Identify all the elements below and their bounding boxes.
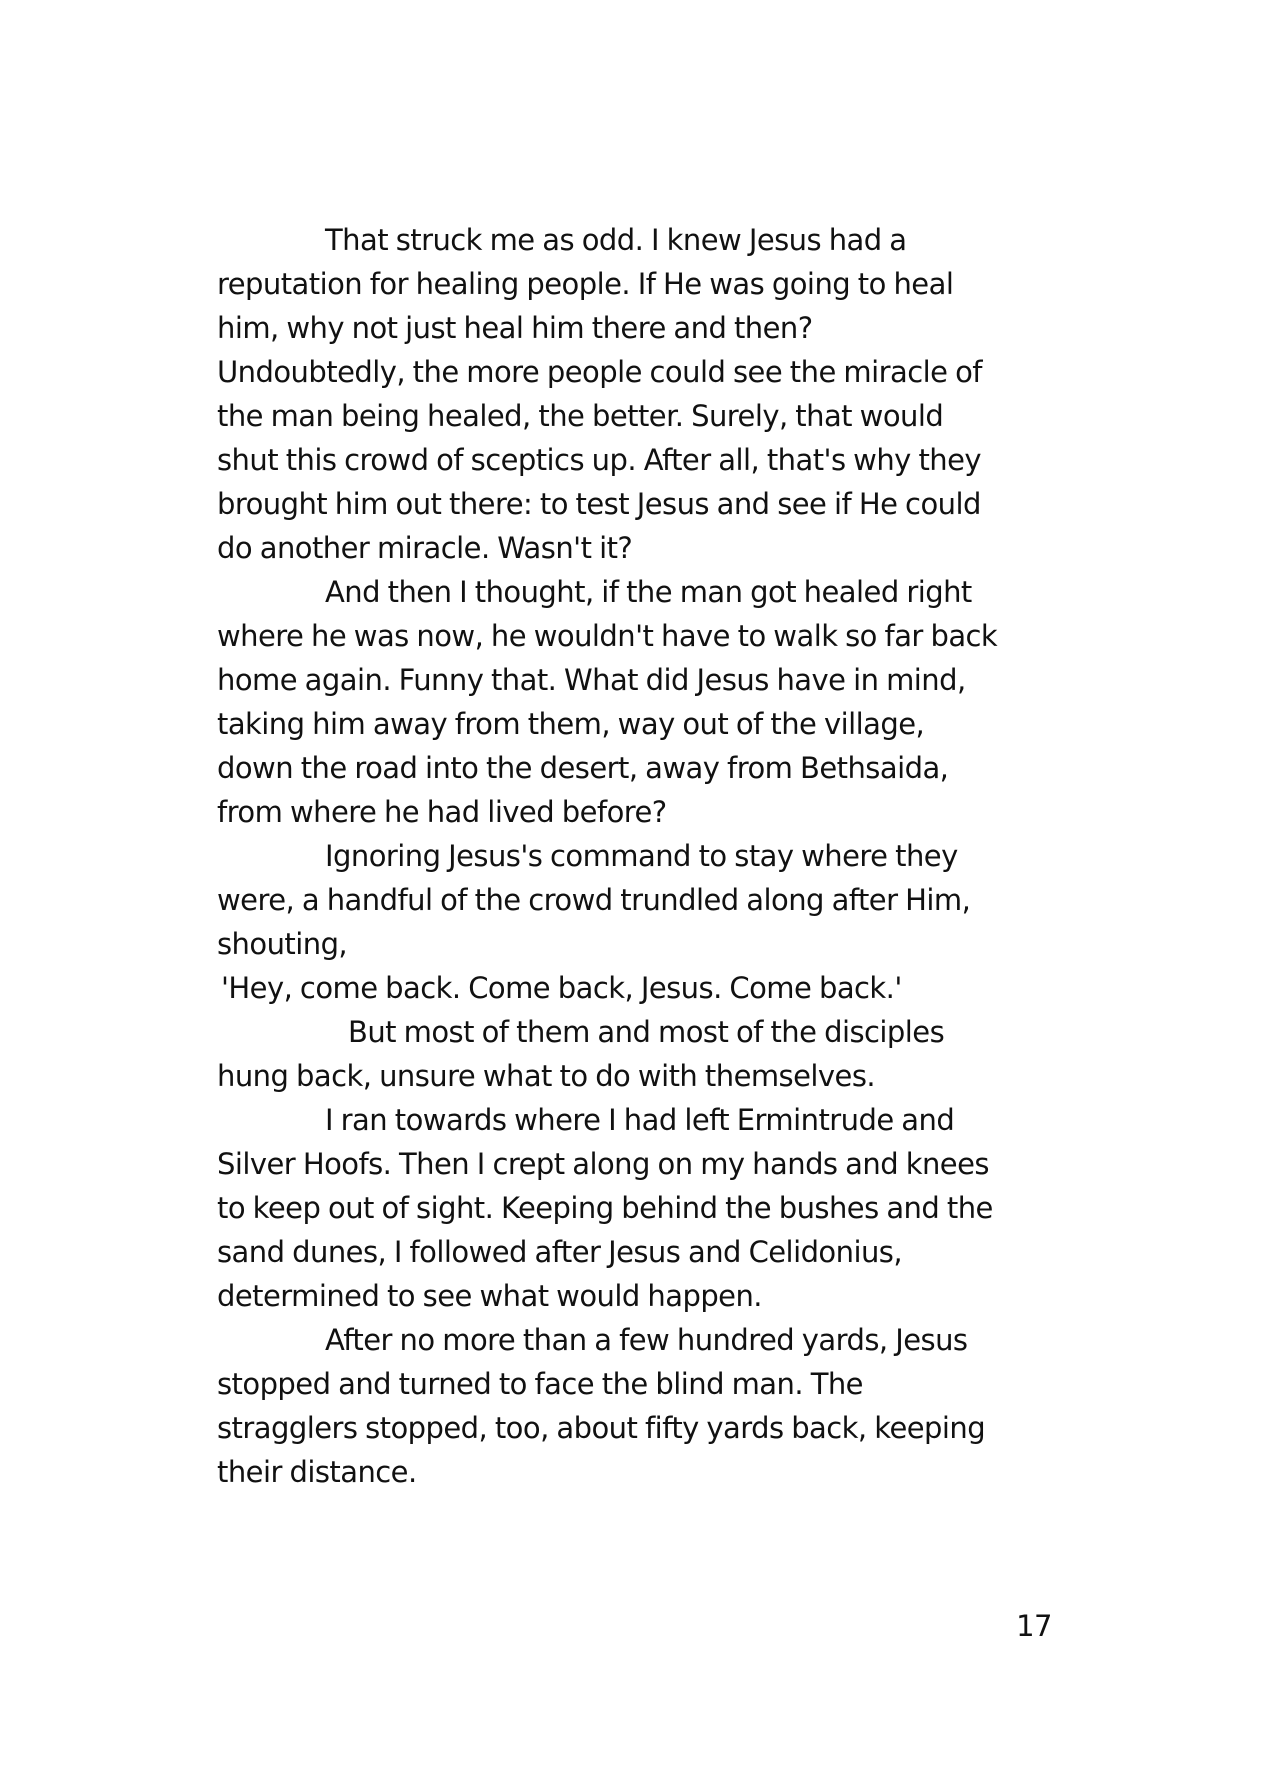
text-line: stopped and turned to face the blind man. The: [217, 1367, 863, 1401]
text-line: And then I thought, if the man got healed right: [325, 575, 972, 609]
text-line: After no more than a few hundred yards, Jesus: [325, 1323, 968, 1357]
text-line: Silver Hoofs. Then I crept along on my hands and knees: [217, 1147, 989, 1181]
text-line: to keep out of sight. Keeping behind the bushes and the: [217, 1191, 993, 1225]
text-line: determined to see what would happen.: [217, 1279, 762, 1313]
text-line: sand dunes, I followed after Jesus and Celidonius,: [217, 1235, 903, 1269]
text-line: Undoubtedly, the more people could see the miracle of: [217, 355, 982, 389]
text-line: Ignoring Jesus's command to stay where they: [325, 839, 958, 873]
text-line: That struck me as odd. I knew Jesus had a: [325, 223, 907, 257]
text-line: taking him away from them, way out of the village,: [217, 707, 925, 741]
text-line: shouting,: [217, 927, 348, 961]
text-line: down the road into the desert, away from Bethsaida,: [217, 751, 949, 785]
text-line: hung back, unsure what to do with themselves.: [217, 1059, 876, 1093]
text-line: shut this crowd of sceptics up. After all, that's why they: [217, 443, 982, 477]
text-line: brought him out there: to test Jesus and see if He could: [217, 487, 981, 521]
text-line: I ran towards where I had left Ermintrude and: [325, 1103, 955, 1137]
text-line: their distance.: [217, 1455, 417, 1489]
text-line: home again. Funny that. What did Jesus have in mind,: [217, 663, 966, 697]
body-text: [217, 218, 1057, 1494]
text-line: where he was now, he wouldn't have to walk so far back: [217, 619, 998, 653]
text-line: reputation for healing people. If He was going to heal: [217, 267, 954, 301]
text-line: the man being healed, the better. Surely, that would: [217, 399, 944, 433]
text-line: 'Hey, come back. Come back, Jesus. Come back.': [221, 971, 902, 1005]
text-line: from where he had lived before?: [217, 795, 667, 829]
text-line: do another miracle. Wasn't it?: [217, 531, 633, 565]
text-line: were, a handful of the crowd trundled along after Him,: [217, 883, 971, 917]
text-line: But most of them and most of the disciples: [348, 1015, 945, 1049]
page-number: 17: [1016, 1609, 1052, 1643]
text-line: him, why not just heal him there and then?: [217, 311, 813, 345]
text-line: stragglers stopped, too, about fifty yards back, keeping: [217, 1411, 986, 1445]
